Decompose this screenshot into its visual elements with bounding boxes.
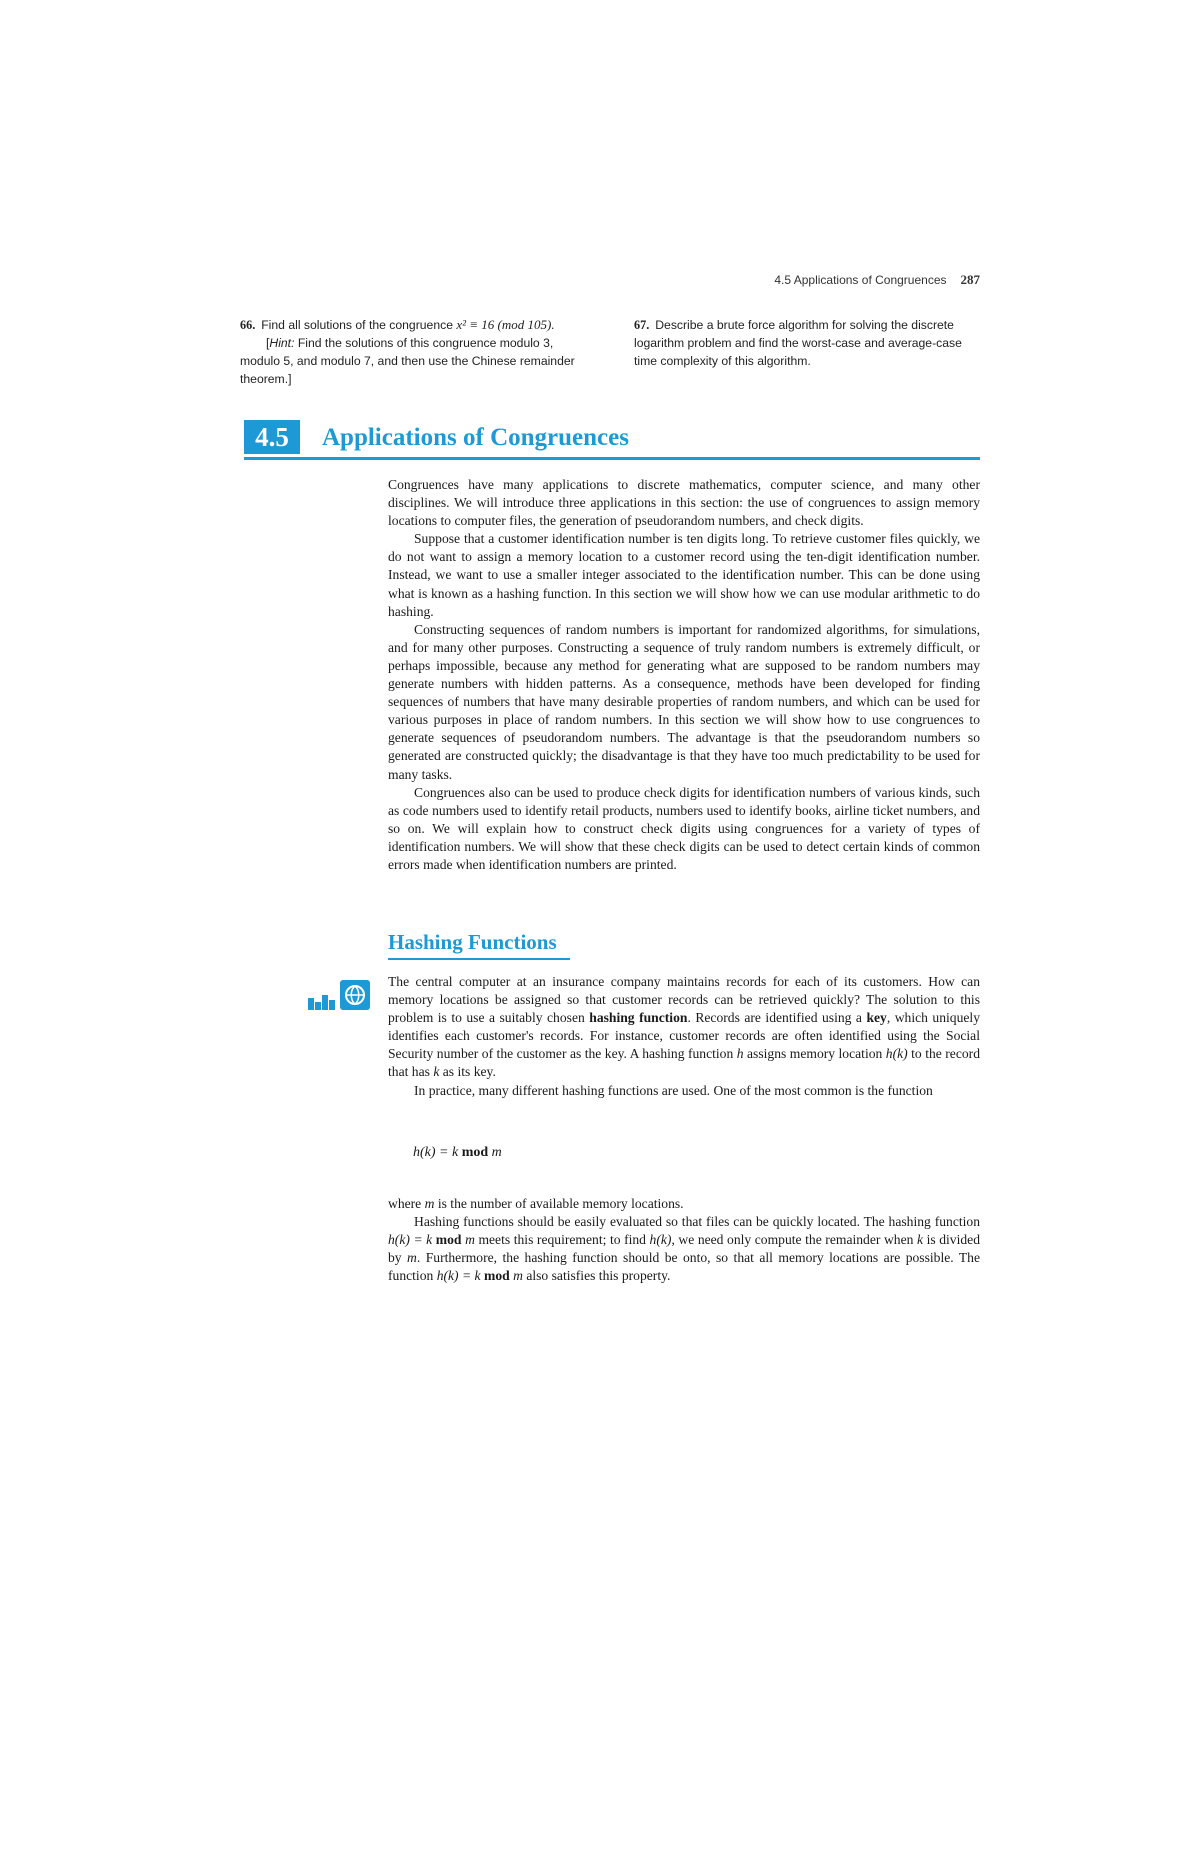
math-var: h [736, 1046, 744, 1062]
exercise-66 [240, 316, 592, 388]
exercise-text: Describe a brute force algorithm for solving the discrete logarithm problem and find the worst-case and average-case time complexity of this algorithm. [634, 318, 962, 368]
text-run: is divided by [388, 1232, 980, 1266]
hashing-paragraph-1 [388, 973, 980, 1082]
page-number: 287 [960, 272, 980, 287]
text-run: meets this requirement; to find [474, 1232, 650, 1248]
subsection-title: Hashing Functions [388, 930, 557, 954]
section-number-badge: 4.5 [244, 420, 300, 454]
text-run: where [388, 1196, 425, 1211]
text-run: Hashing functions should be easily evaluated so that files can be quickly located. The hashing function [414, 1214, 980, 1230]
hashing-text [388, 973, 980, 1100]
exercise-number: 67. [634, 318, 650, 332]
math-mod: mod [435, 1232, 462, 1248]
intro-paragraph: Congruences also can be used to produce check digits for identification numbers of various kinds, such as code numbers used to identify retail products, numbers used to identify books, airline ticket numbers, and so on. We will explain how to construct check digits using congruences for a variety of types of identification numbers. We will show that these check digits can be used to detect certain kinds of common errors made when identification numbers are printed. [388, 784, 980, 872]
math-mod: mod [484, 1268, 510, 1284]
hint-open: [ [266, 336, 270, 350]
section-title: Applications of Congruences [322, 424, 629, 451]
math-var: m [513, 1268, 523, 1284]
hint-label: Hint: [269, 336, 295, 350]
math-var: m [465, 1232, 475, 1248]
exercise-number: 66. [240, 318, 256, 332]
math-var: m [424, 1196, 435, 1211]
text-run: to the record that has [388, 1046, 980, 1080]
intro-paragraph: Constructing sequences of random numbers is important for randomized algorithms, for simulations, and for many other purposes. Constructing a sequence of truly random numbers is extremely difficult, or perhaps impossible, because any method for generating what are supposed to be random numbers may generate numbers with hidden patterns. As a consequence, methods have been developed for finding sequences of numbers that have many desirable properties of random numbers, and which can be used for various purposes in place of random numbers. In this section we will show how to use congruences to generate sequences of pseudorandom numbers. The advantage is that the pseudorandom numbers so generated are constructed quickly; the disadvantage is that they have too much predictability to be used for many tasks. [388, 621, 980, 782]
math-var: h(k) [649, 1232, 672, 1248]
term-key: key [866, 1010, 887, 1026]
math-var: k [433, 1064, 440, 1080]
hint-text: Find the solutions of this congruence modulo 3, modulo 5, and modulo 7, and then use the Chinese remainder theorem.] [240, 336, 575, 386]
section-rule [244, 457, 980, 460]
formula-mod: mod [461, 1145, 489, 1160]
math-var: h(k) [885, 1046, 908, 1062]
hashing-paragraph-2: In practice, many different hashing functions are used. One of the most common is the function [414, 1082, 933, 1098]
hashing-text-continued [388, 1195, 980, 1285]
formula-lhs: h(k) = k [413, 1145, 459, 1160]
text-run: , which uniquely identifies each customer's records. For instance, customer records are often identified using the Social Security number of the customer as the key. A hashing function [388, 1010, 980, 1062]
hashing-paragraph-3 [388, 1195, 980, 1213]
hash-formula [413, 1145, 502, 1161]
text-run: is the number of available memory locations. [434, 1196, 684, 1211]
text-run: , we need only compute the remainder when [671, 1232, 917, 1248]
running-head [560, 272, 980, 288]
subsection-rule [388, 958, 570, 960]
section-heading [244, 420, 980, 460]
math-var: k [916, 1232, 924, 1248]
text-run: The central computer at an insurance company maintains records for each of its customers. How can memory locations be assigned so that customer records can be retrieved quickly? The solution to this problem is to use a suitably chosen [388, 974, 980, 1026]
text-run: as its key. [439, 1064, 496, 1080]
math-var: m [407, 1250, 417, 1266]
formula-m: m [491, 1145, 502, 1160]
intro-paragraph: Suppose that a customer identification number is ten digits long. To retrieve customer files quickly, we do not want to assign a memory location to a customer record using the ten-digit identification number. Instead, we want to use a smaller integer associated to the identification number. This can be done using what is known as a hashing function. In this section we will show how we can use modular arithmetic to do hashing. [388, 531, 980, 619]
text-run: assigns memory location [743, 1046, 886, 1062]
web-link-icon [308, 978, 372, 1012]
term-hashing-function: hashing function [589, 1010, 688, 1026]
text-run: . Furthermore, the hashing function should be onto, so that all memory locations are possible. The function [388, 1250, 980, 1284]
running-head-title: 4.5 Applications of Congruences [774, 273, 947, 287]
text-run: . Records are identified using a [687, 1010, 867, 1026]
exercise-text: Find all solutions of the congruence [261, 318, 457, 332]
exercise-67 [634, 316, 984, 370]
exercise-math: x² ≡ 16 (mod 105). [456, 317, 555, 332]
intro-paragraph: Congruences have many applications to discrete mathematics, computer science, and many other disciplines. We will introduce three applications in this section: the use of congruences to assign memory locations to computer files, the generation of pseudorandom numbers, and check digits. [388, 477, 980, 529]
text-run: also satisfies this property. [522, 1268, 671, 1284]
hashing-paragraph-4 [388, 1213, 980, 1285]
math-var: h(k) = k [436, 1268, 481, 1284]
intro-text [388, 476, 980, 874]
math-var: h(k) = k [388, 1232, 433, 1248]
